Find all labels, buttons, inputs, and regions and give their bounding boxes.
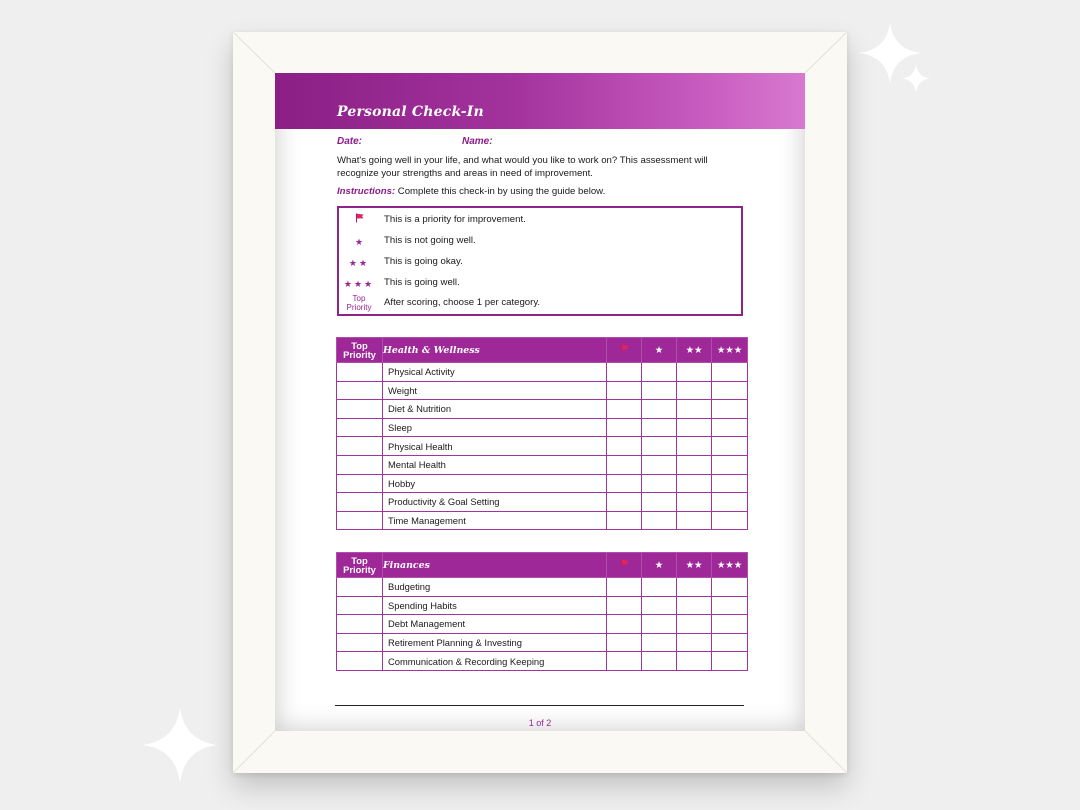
- table-row: [337, 652, 748, 671]
- top-priority-cell[interactable]: [337, 511, 383, 530]
- two-star-cell[interactable]: [677, 474, 712, 493]
- flag-icon: [607, 553, 642, 578]
- top-priority-cell[interactable]: [337, 400, 383, 419]
- three-star-cell[interactable]: [712, 381, 748, 400]
- row-label: Retirement Planning & Investing: [383, 633, 607, 652]
- footer-divider: [335, 705, 744, 706]
- title-banner: [275, 73, 805, 129]
- row-label: Physical Health: [383, 437, 607, 456]
- legend-row: [339, 254, 741, 274]
- top-priority-cell[interactable]: [337, 381, 383, 400]
- row-label: Spending Habits: [383, 596, 607, 615]
- two-star-cell[interactable]: [677, 363, 712, 382]
- table-row: [337, 455, 748, 474]
- legend-row: [339, 275, 741, 295]
- one-star-cell[interactable]: [642, 418, 677, 437]
- flag-cell[interactable]: [607, 437, 642, 456]
- two-star-cell[interactable]: [677, 418, 712, 437]
- legend-row: [339, 294, 741, 314]
- three-star-cell[interactable]: [712, 493, 748, 512]
- intro-text: What's going well in your life, and what would you like to work on? This assessment will recognize your strengths and areas in need of improvement.: [337, 155, 708, 179]
- row-label: Diet & Nutrition: [383, 400, 607, 419]
- table-row: [337, 493, 748, 512]
- worksheet-page: [275, 73, 805, 731]
- top-priority-cell[interactable]: [337, 615, 383, 634]
- three-star-cell[interactable]: [712, 455, 748, 474]
- table-row: [337, 400, 748, 419]
- section-title: Finances: [383, 553, 607, 578]
- three-star-cell[interactable]: [712, 400, 748, 419]
- top-priority-cell[interactable]: [337, 578, 383, 597]
- row-label: Weight: [383, 381, 607, 400]
- flag-cell[interactable]: [607, 455, 642, 474]
- section-title: Health & Wellness: [383, 338, 607, 363]
- flag-icon: [607, 338, 642, 363]
- health-wellness-table: [336, 337, 748, 530]
- top-priority-cell[interactable]: [337, 474, 383, 493]
- two-star-cell[interactable]: [677, 511, 712, 530]
- name-label: Name:: [462, 136, 493, 147]
- one-star-header: ★: [642, 338, 677, 363]
- one-star-cell[interactable]: [642, 474, 677, 493]
- top-priority-symbol: Top Priority: [346, 294, 372, 312]
- three-star-header: ★★★: [712, 553, 748, 578]
- one-star-cell[interactable]: [642, 455, 677, 474]
- three-star-cell[interactable]: [712, 596, 748, 615]
- top-priority-cell[interactable]: [337, 652, 383, 671]
- three-star-cell[interactable]: [712, 474, 748, 493]
- top-priority-cell[interactable]: [337, 596, 383, 615]
- one-star-cell[interactable]: [642, 511, 677, 530]
- table-row: [337, 437, 748, 456]
- two-star-cell[interactable]: [677, 455, 712, 474]
- legend-row: [339, 212, 741, 232]
- two-star-header: ★★: [677, 338, 712, 363]
- two-star-cell[interactable]: [677, 493, 712, 512]
- table-row: [337, 381, 748, 400]
- page-title: Personal Check-In: [337, 104, 484, 120]
- one-star-cell[interactable]: [642, 615, 677, 634]
- table-row: [337, 615, 748, 634]
- instructions-line: [337, 186, 757, 199]
- one-star-icon: ★: [354, 237, 364, 247]
- flag-cell[interactable]: [607, 633, 642, 652]
- table-row: [337, 596, 748, 615]
- flag-cell[interactable]: [607, 363, 642, 382]
- three-star-cell[interactable]: [712, 363, 748, 382]
- row-label: Productivity & Goal Setting: [383, 493, 607, 512]
- two-star-cell[interactable]: [677, 633, 712, 652]
- three-star-cell[interactable]: [712, 418, 748, 437]
- flag-icon: [339, 213, 379, 225]
- two-star-cell[interactable]: [677, 578, 712, 597]
- table-row: [337, 511, 748, 530]
- legend-row: [339, 233, 741, 253]
- row-label: Physical Activity: [383, 363, 607, 382]
- flag-cell[interactable]: [607, 381, 642, 400]
- sparkle-icon: [140, 705, 220, 785]
- row-label: Mental Health: [383, 455, 607, 474]
- one-star-cell[interactable]: [642, 493, 677, 512]
- three-star-cell[interactable]: [712, 578, 748, 597]
- row-label: Hobby: [383, 474, 607, 493]
- legend-text: This is a priority for improvement.: [384, 214, 526, 225]
- legend-text: This is going well.: [384, 277, 460, 288]
- top-priority-header: Top Priority: [337, 338, 383, 363]
- row-label: Debt Management: [383, 615, 607, 634]
- flag-cell[interactable]: [607, 418, 642, 437]
- one-star-cell[interactable]: [642, 363, 677, 382]
- row-label: Sleep: [383, 418, 607, 437]
- table-row: [337, 363, 748, 382]
- two-star-cell[interactable]: [677, 381, 712, 400]
- flag-cell[interactable]: [607, 615, 642, 634]
- three-star-header: ★★★: [712, 338, 748, 363]
- three-star-cell[interactable]: [712, 511, 748, 530]
- three-star-cell[interactable]: [712, 615, 748, 634]
- top-priority-cell[interactable]: [337, 363, 383, 382]
- one-star-cell[interactable]: [642, 633, 677, 652]
- one-star-cell[interactable]: [642, 381, 677, 400]
- two-star-cell[interactable]: [677, 615, 712, 634]
- row-label: Budgeting: [383, 578, 607, 597]
- top-priority-cell[interactable]: [337, 418, 383, 437]
- table-row: [337, 474, 748, 493]
- top-priority-header: Top Priority: [337, 553, 383, 578]
- scoring-legend: [337, 206, 743, 316]
- row-label: Communication & Recording Keeping: [383, 652, 607, 671]
- flag-cell[interactable]: [607, 493, 642, 512]
- table-row: [337, 578, 748, 597]
- two-star-cell[interactable]: [677, 400, 712, 419]
- three-star-cell[interactable]: [712, 652, 748, 671]
- legend-text: After scoring, choose 1 per category.: [384, 297, 541, 308]
- flag-cell[interactable]: [607, 511, 642, 530]
- flag-cell[interactable]: [607, 578, 642, 597]
- one-star-cell[interactable]: [642, 578, 677, 597]
- table-header: [337, 338, 748, 363]
- two-star-header: ★★: [677, 553, 712, 578]
- one-star-cell[interactable]: [642, 652, 677, 671]
- table-header: [337, 553, 748, 578]
- one-star-cell[interactable]: [642, 596, 677, 615]
- legend-text: This is going okay.: [384, 256, 463, 267]
- instructions-label: Instructions:: [337, 186, 396, 197]
- page-number: 1 of 2: [528, 718, 552, 728]
- legend-text: This is not going well.: [384, 235, 476, 246]
- top-priority-cell[interactable]: [337, 437, 383, 456]
- one-star-header: ★: [642, 553, 677, 578]
- two-star-cell[interactable]: [677, 437, 712, 456]
- top-priority-cell[interactable]: [337, 493, 383, 512]
- one-star-cell[interactable]: [642, 437, 677, 456]
- top-priority-cell[interactable]: [337, 633, 383, 652]
- two-star-icon: ★★: [348, 258, 370, 268]
- row-label: Time Management: [383, 511, 607, 530]
- two-star-cell[interactable]: [677, 652, 712, 671]
- three-star-cell[interactable]: [712, 633, 748, 652]
- date-label: Date:: [337, 136, 363, 147]
- instructions-text: Complete this check-in by using the guide below.: [397, 186, 606, 197]
- flag-cell[interactable]: [607, 652, 642, 671]
- flag-cell[interactable]: [607, 400, 642, 419]
- top-priority-cell[interactable]: [337, 455, 383, 474]
- three-star-icon: ★★★: [343, 279, 375, 289]
- table-row: [337, 633, 748, 652]
- sparkle-icon: [856, 20, 936, 100]
- flag-cell[interactable]: [607, 596, 642, 615]
- flag-cell[interactable]: [607, 474, 642, 493]
- table-row: [337, 418, 748, 437]
- one-star-cell[interactable]: [642, 400, 677, 419]
- two-star-cell[interactable]: [677, 596, 712, 615]
- finances-table: [336, 552, 748, 671]
- three-star-cell[interactable]: [712, 437, 748, 456]
